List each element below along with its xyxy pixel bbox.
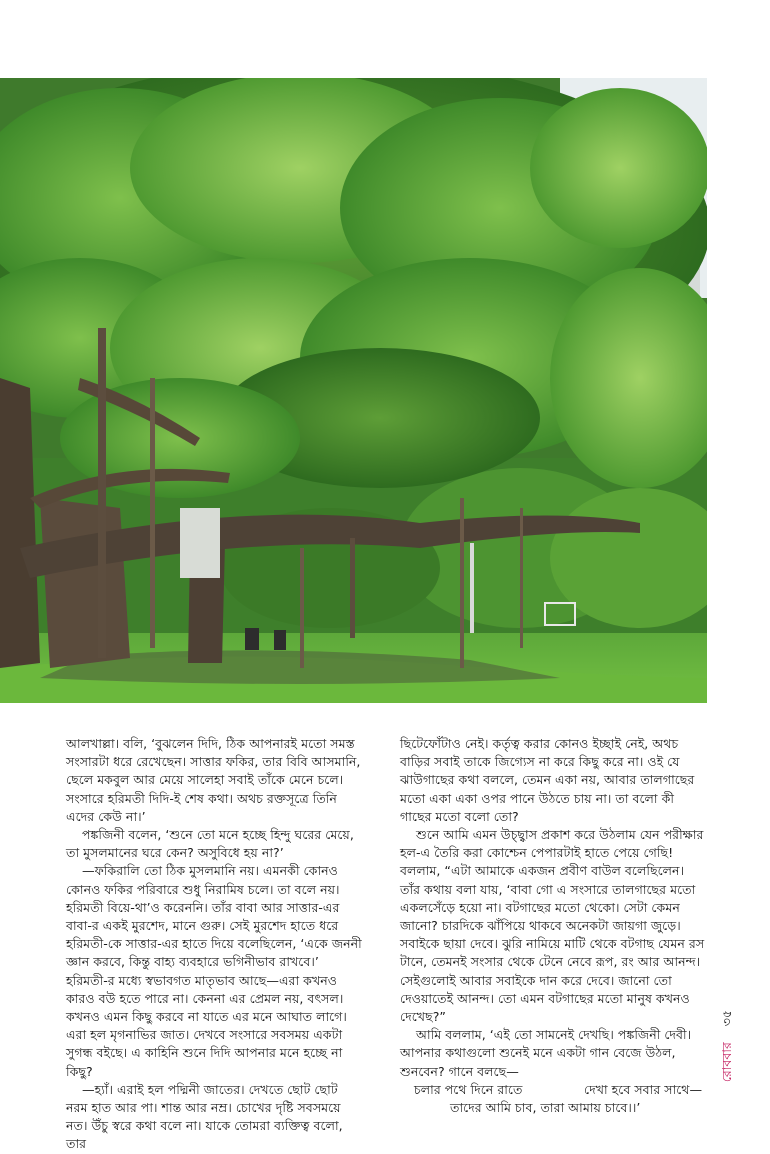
song-verse: দেখা হবে সবার সাথে—	[584, 1081, 703, 1097]
song-line	[400, 1081, 708, 1099]
song-verse: তাদের আমি চাব, তারা আমায় চাবে।।’	[450, 1100, 641, 1116]
paragraph: শুনে আমি এমন উচ্ছ্বাস প্রকাশ করে উঠলাম যেন পরীক্ষার হল-এ তৈরি করা কোশ্চেন পেপারটাই হাতে পেয়ে গেছি! বললাম, “এটা আমাকে একজন প্রবীণ বাউল বলেছিলেন। তাঁর কথায় বলা যায়, ‘বাবা গো এ সংসারে তালগাছের মতো একলসেঁড়ে হয়ো না। বটগাছের মতো থেকো। সেটা কেমন জানো? চারদিকে ঝাঁপিয়ে থাকবে অনেকটা জায়গা জুড়ে। সবাইকে ছায়া দেবে। ঝুরি নামিয়ে মাটি থেকে বটগাছ যেমন রস টানে, তেমনই সংসার থেকে টেনে নেবে রূপ, রং আর আনন্দ। সেইগুলোই আবার সবাইকে দান করে দেবে। জানো তো দেওয়াতেই আনন্দ। তো এমন বটগাছের মতো মানুষ কখনও দেখেছ?”	[400, 827, 705, 1025]
left-text-column	[66, 735, 362, 1154]
song-verse: চলার পথে দিনে রাতে	[414, 1081, 523, 1097]
paragraph: আমি বললাম, ‘এই তো সামনেই দেখছি। পঙ্কজিনী দেবী। আপনার কথাগুলো শুনেই মনে একটা গান বেজে উঠল, শুনবেন? গানে বলছে—	[400, 1027, 692, 1079]
paragraph: পঙ্কজিনী বলেন, ‘শুনে তো মনে হচ্ছে হিন্দু ঘরের মেয়ে, তা মুসলমানের ঘরে কেন? অসুবিধে হয় না?’	[66, 827, 354, 861]
page-footer-sidebar	[716, 1010, 738, 1120]
paragraph: —ফকিরালি তো ঠিক মুসলমানি নয়। এমনকী কোনও কোনও ফকির পরিবারে শুধু নিরামিষ চলে। তা বলে নয়। হরিমতী বিয়ে-থা’ও করেননি। তাঁর বাবা আর সাত্তার-এর বাবা-র একই মুরশেদ, মানে গুরু। সেই মুরশেদ হাতে ধরে হরিমতী-কে সাত্তার-এর হাতে দিয়ে বলেছিলেন, ‘একে জননী জ্ঞান করবে, কিন্তু বাহ্য ব্যবহারে ভগিনীভাব রাখবে।’ হরিমতী-র মধ্যে স্বভাবগত মাতৃভাব আছে—এরা কখনও কারও বউ হতে পারে না। কেননা এর প্রেমল নয়, বৎসল। কখনও এমন কিছু করবে না যাতে এর মনে আঘাত লাগে। এরা হল মৃগনাভির জাত। দেখবে সংসারে সবসময় একটা সুগন্ধ বইছে। এ কাহিনি শুনে দিদি আপনার মনে হচ্ছে না কিছু?	[66, 863, 362, 1079]
banyan-tree-photo	[0, 78, 707, 703]
paragraph: ছিটেফোঁটাও নেই। কর্তৃত্ব করার কোনও ইচ্ছাই নেই, অথচ বাড়ির সবাই তাকে জিগ্যেস না করে কিছু করে না। ওই যে ঝাউগাছের কথা বললে, তেমন একা নয়, আবার তালগাছের মতো একা একা ওপর পানে উঠতে চায় না। তা বলো কী গাছের মতো বলো তো?	[400, 736, 695, 824]
page-number: ৩৫	[719, 1010, 734, 1027]
paragraph: —হ্যাঁ। এরাই হল পদ্মিনী জাতের। দেখতে ছোট ছোট নরম হাত আর পা। শান্ত আর নম্র। চোখের দৃষ্টি সবসময়ে নত। উঁচু স্বরে কথা বলে না। যাকে তোমরা ব্যক্তিত্ব বলো, তার	[66, 1081, 343, 1152]
paragraph: আলখাল্লা। বলি, ‘বুঝলেন দিদি, ঠিক আপনারই মতো সমস্ত সংসারটা ধরে রেখেছেন। সাত্তার ফকির, তার বিবি আসমানি, ছেলে মকবুল আর মেয়ে সালেহা সবাই তাঁকে মেনে চলে। সংসারে হরিমতী দিদি-ই শেষ কথা। অথচ রক্তসূত্রে তিনি এদের কেউ না।’	[66, 736, 361, 824]
right-text-column	[400, 735, 708, 1117]
magazine-name: রোববার	[719, 1042, 734, 1083]
